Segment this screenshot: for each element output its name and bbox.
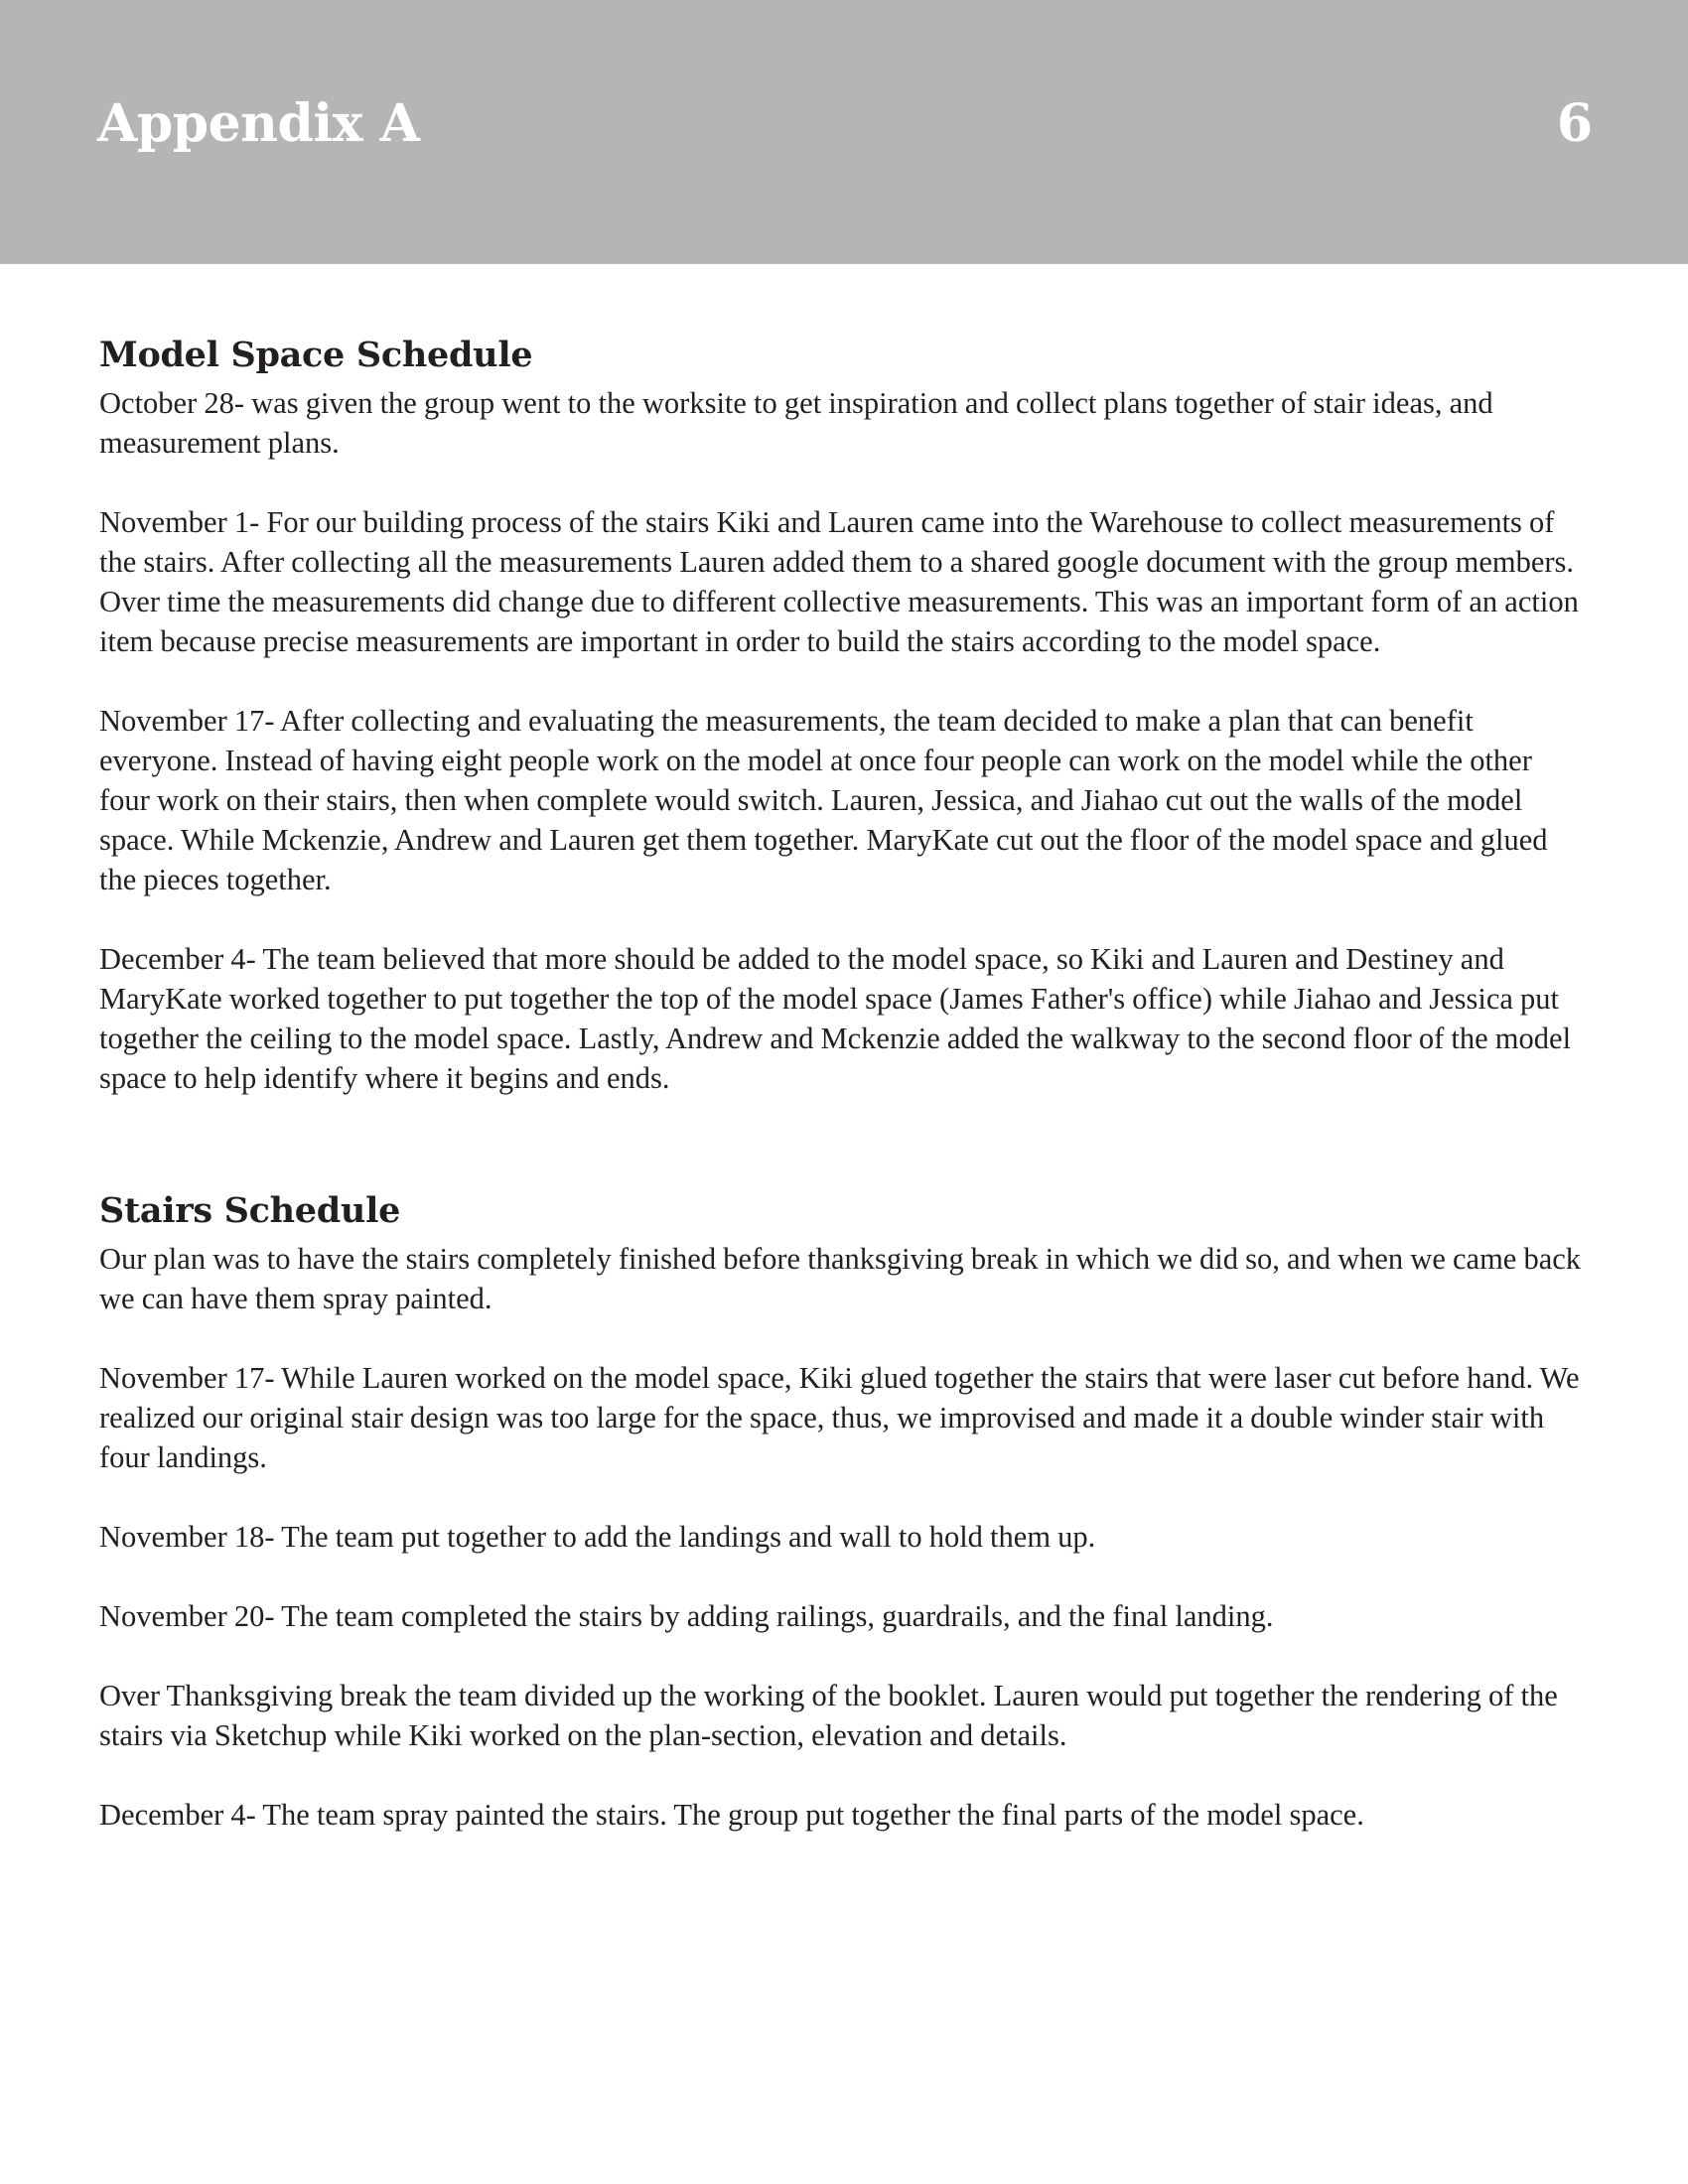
section-heading-stairs: Stairs Schedule: [99, 1190, 401, 1231]
paragraph: December 4- The team spray painted the stairs. The group put together the final parts of the model space.: [99, 1798, 1364, 1832]
paragraph: November 17- While Lauren worked on the model space, Kiki glued together the stairs that were laser cut before hand. We realized our original stair design was too large for the space, thus, we improvised and made it a double winder stair with four landings.: [99, 1361, 1580, 1474]
stairs-schedule-section: [99, 1183, 1589, 1835]
paragraph: October 28- was given the group went to the worksite to get inspiration and collect plans together of stair ideas, and measurement plans.: [99, 386, 1493, 460]
paragraph: December 4- The team believed that more should be added to the model space, so Kiki and Lauren and Destiney and MaryKate worked together to put together the top of the model space (James Father's office) while Jiahao and Jessica put together the ceiling to the model space. Lastly, Andrew and Mckenzie added the walkway to the second floor of the model space to help identify where it begins and ends.: [99, 942, 1572, 1095]
paragraph: November 20- The team completed the stairs by adding railings, guardrails, and the final landing.: [99, 1599, 1274, 1633]
model-space-schedule-section: [99, 328, 1589, 1098]
document-body: [99, 328, 1589, 1874]
section-heading-model-space: Model Space Schedule: [99, 335, 533, 375]
paragraph: November 17- After collecting and evaluating the measurements, the team decided to make a plan that can benefit everyone. Instead of having eight people work on the model at once four people can work on the model while the other four work on their stairs, then when complete would switch. Lauren, Jessica, and Jiahao cut out the walls of the model space. While Mckenzie, Andrew and Lauren get them together. MaryKate cut out the floor of the model space and glued the pieces together.: [99, 704, 1548, 896]
paragraph: Over Thanksgiving break the team divided up the working of the booklet. Lauren would put together the rendering of the stairs via Sketchup while Kiki worked on the plan-section, elevation and details.: [99, 1679, 1558, 1752]
paragraph: November 1- For our building process of the stairs Kiki and Lauren came into the Warehouse to collect measurements of the stairs. After collecting all the measurements Lauren added them to a shared google document with the group members. Over time the measurements did change due to different collective measurements. This was an important form of an action item because precise measurements are important in order to build the stairs according to the model space.: [99, 505, 1579, 658]
paragraph: Our plan was to have the stairs completely finished before thanksgiving break in which we did so, and when we came back we can have them spray painted.: [99, 1242, 1582, 1315]
header-band: [0, 0, 1688, 264]
paragraph: November 18- The team put together to add the landings and wall to hold them up.: [99, 1520, 1096, 1554]
page-number: 6: [1556, 93, 1593, 154]
page-title: Appendix A: [97, 93, 420, 154]
